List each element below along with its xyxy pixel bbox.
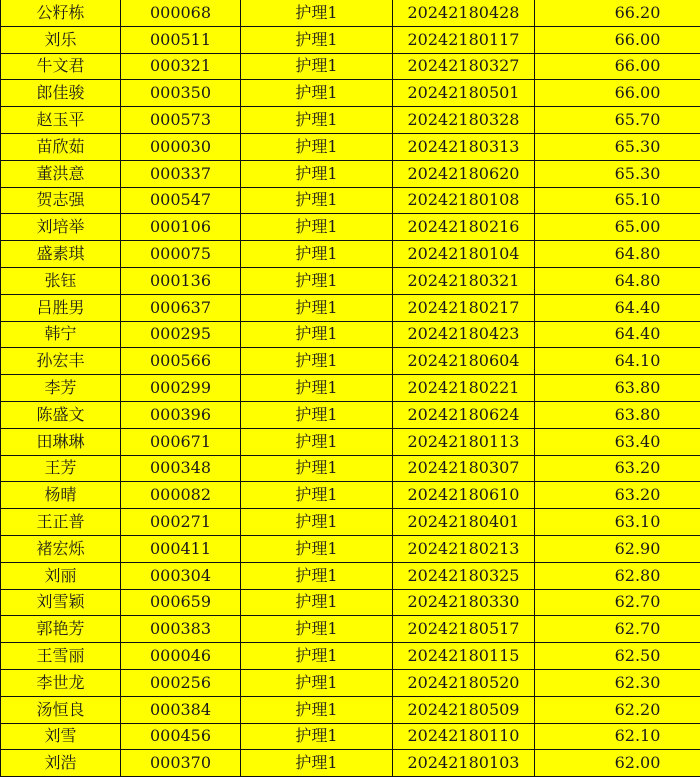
major-cell[interactable]: 护理1 bbox=[241, 321, 393, 348]
name-cell[interactable]: 汤恒良 bbox=[1, 696, 121, 723]
id-cell[interactable]: 000106 bbox=[121, 214, 241, 241]
table-row bbox=[1, 643, 700, 670]
name-cell[interactable]: 王雪丽 bbox=[1, 643, 121, 670]
number-cell[interactable]: 20242180307 bbox=[393, 455, 535, 482]
number-cell[interactable]: 20242180117 bbox=[393, 26, 535, 53]
score-cell[interactable]: 62.30 bbox=[535, 669, 700, 696]
name-cell[interactable]: 吕胜男 bbox=[1, 294, 121, 321]
table-row bbox=[1, 562, 700, 589]
table-row bbox=[1, 696, 700, 723]
score-cell[interactable]: 63.20 bbox=[535, 455, 700, 482]
id-cell[interactable]: 000511 bbox=[121, 26, 241, 53]
score-cell[interactable]: 62.20 bbox=[535, 696, 700, 723]
score-cell[interactable]: 64.10 bbox=[535, 348, 700, 375]
score-cell[interactable]: 65.30 bbox=[535, 133, 700, 160]
table-body bbox=[1, 0, 700, 777]
table-row bbox=[1, 455, 700, 482]
id-cell[interactable]: 000304 bbox=[121, 562, 241, 589]
number-cell[interactable]: 20242180103 bbox=[393, 750, 535, 777]
major-cell[interactable]: 护理1 bbox=[241, 294, 393, 321]
name-cell[interactable]: 郭艳芳 bbox=[1, 616, 121, 643]
major-cell[interactable]: 护理1 bbox=[241, 348, 393, 375]
id-cell[interactable]: 000384 bbox=[121, 696, 241, 723]
id-cell[interactable]: 000370 bbox=[121, 750, 241, 777]
major-cell[interactable]: 护理1 bbox=[241, 267, 393, 294]
table-row bbox=[1, 267, 700, 294]
major-cell[interactable]: 护理1 bbox=[241, 616, 393, 643]
number-cell[interactable]: 20242180501 bbox=[393, 80, 535, 107]
name-cell[interactable]: 贺志强 bbox=[1, 187, 121, 214]
number-cell[interactable]: 20242180321 bbox=[393, 267, 535, 294]
number-cell[interactable]: 20242180509 bbox=[393, 696, 535, 723]
table-row bbox=[1, 509, 700, 536]
score-cell[interactable]: 62.70 bbox=[535, 589, 700, 616]
score-cell[interactable]: 65.30 bbox=[535, 160, 700, 187]
number-cell[interactable]: 20242180213 bbox=[393, 535, 535, 562]
id-cell[interactable]: 000030 bbox=[121, 133, 241, 160]
id-cell[interactable]: 000082 bbox=[121, 482, 241, 509]
table-row bbox=[1, 80, 700, 107]
number-cell[interactable]: 20242180221 bbox=[393, 375, 535, 402]
major-cell[interactable]: 护理1 bbox=[241, 562, 393, 589]
number-cell[interactable]: 20242180104 bbox=[393, 241, 535, 268]
score-cell[interactable]: 66.00 bbox=[535, 26, 700, 53]
score-cell[interactable]: 65.00 bbox=[535, 214, 700, 241]
number-cell[interactable]: 20242180604 bbox=[393, 348, 535, 375]
name-cell[interactable]: 李世龙 bbox=[1, 669, 121, 696]
id-cell[interactable]: 000271 bbox=[121, 509, 241, 536]
name-cell[interactable]: 公籽栋 bbox=[1, 0, 121, 26]
id-cell[interactable]: 000383 bbox=[121, 616, 241, 643]
name-cell[interactable]: 陈盛文 bbox=[1, 401, 121, 428]
score-cell[interactable]: 62.00 bbox=[535, 750, 700, 777]
score-cell[interactable]: 66.00 bbox=[535, 80, 700, 107]
number-cell[interactable]: 20242180313 bbox=[393, 133, 535, 160]
id-cell[interactable]: 000299 bbox=[121, 375, 241, 402]
id-cell[interactable]: 000337 bbox=[121, 160, 241, 187]
number-cell[interactable]: 20242180520 bbox=[393, 669, 535, 696]
name-cell[interactable]: 田琳琳 bbox=[1, 428, 121, 455]
id-cell[interactable]: 000068 bbox=[121, 0, 241, 26]
major-cell[interactable]: 护理1 bbox=[241, 428, 393, 455]
id-cell[interactable]: 000256 bbox=[121, 669, 241, 696]
table-row bbox=[1, 535, 700, 562]
major-cell[interactable]: 护理1 bbox=[241, 187, 393, 214]
id-cell[interactable]: 000637 bbox=[121, 294, 241, 321]
major-cell[interactable]: 护理1 bbox=[241, 723, 393, 750]
table-row bbox=[1, 0, 700, 26]
id-cell[interactable]: 000136 bbox=[121, 267, 241, 294]
table-row bbox=[1, 133, 700, 160]
id-cell[interactable]: 000350 bbox=[121, 80, 241, 107]
id-cell[interactable]: 000573 bbox=[121, 107, 241, 134]
table-row bbox=[1, 321, 700, 348]
id-cell[interactable]: 000348 bbox=[121, 455, 241, 482]
major-cell[interactable]: 护理1 bbox=[241, 26, 393, 53]
major-cell[interactable]: 护理1 bbox=[241, 589, 393, 616]
number-cell[interactable]: 20242180110 bbox=[393, 723, 535, 750]
score-cell[interactable]: 63.80 bbox=[535, 375, 700, 402]
number-cell[interactable]: 20242180115 bbox=[393, 643, 535, 670]
id-cell[interactable]: 000295 bbox=[121, 321, 241, 348]
major-cell[interactable]: 护理1 bbox=[241, 133, 393, 160]
score-cell[interactable]: 62.80 bbox=[535, 562, 700, 589]
major-cell[interactable]: 护理1 bbox=[241, 80, 393, 107]
major-cell[interactable]: 护理1 bbox=[241, 696, 393, 723]
major-cell[interactable]: 护理1 bbox=[241, 669, 393, 696]
name-cell[interactable]: 李芳 bbox=[1, 375, 121, 402]
id-cell[interactable]: 000456 bbox=[121, 723, 241, 750]
table-row bbox=[1, 482, 700, 509]
table-row bbox=[1, 53, 700, 80]
major-cell[interactable]: 护理1 bbox=[241, 482, 393, 509]
score-cell[interactable]: 64.80 bbox=[535, 241, 700, 268]
name-cell[interactable]: 孙宏丰 bbox=[1, 348, 121, 375]
id-cell[interactable]: 000321 bbox=[121, 53, 241, 80]
name-cell[interactable]: 刘雪 bbox=[1, 723, 121, 750]
table-row bbox=[1, 187, 700, 214]
score-cell[interactable]: 63.80 bbox=[535, 401, 700, 428]
name-cell[interactable]: 郎佳骏 bbox=[1, 80, 121, 107]
id-cell[interactable]: 000659 bbox=[121, 589, 241, 616]
major-cell[interactable]: 护理1 bbox=[241, 535, 393, 562]
name-cell[interactable]: 王正普 bbox=[1, 509, 121, 536]
number-cell[interactable]: 20242180610 bbox=[393, 482, 535, 509]
major-cell[interactable]: 护理1 bbox=[241, 375, 393, 402]
major-cell[interactable]: 护理1 bbox=[241, 107, 393, 134]
table-row bbox=[1, 160, 700, 187]
name-cell[interactable]: 张钰 bbox=[1, 267, 121, 294]
number-cell[interactable]: 20242180325 bbox=[393, 562, 535, 589]
number-cell[interactable]: 20242180328 bbox=[393, 107, 535, 134]
table-row bbox=[1, 616, 700, 643]
number-cell[interactable]: 20242180113 bbox=[393, 428, 535, 455]
number-cell[interactable]: 20242180216 bbox=[393, 214, 535, 241]
number-cell[interactable]: 20242180217 bbox=[393, 294, 535, 321]
name-cell[interactable]: 刘雪颖 bbox=[1, 589, 121, 616]
name-cell[interactable]: 刘丽 bbox=[1, 562, 121, 589]
score-cell[interactable]: 62.50 bbox=[535, 643, 700, 670]
id-cell[interactable]: 000671 bbox=[121, 428, 241, 455]
name-cell[interactable]: 苗欣茹 bbox=[1, 133, 121, 160]
score-cell[interactable]: 64.80 bbox=[535, 267, 700, 294]
name-cell[interactable]: 盛素琪 bbox=[1, 241, 121, 268]
major-cell[interactable]: 护理1 bbox=[241, 160, 393, 187]
table-row bbox=[1, 428, 700, 455]
name-cell[interactable]: 褚宏烁 bbox=[1, 535, 121, 562]
id-cell[interactable]: 000075 bbox=[121, 241, 241, 268]
name-cell[interactable]: 赵玉平 bbox=[1, 107, 121, 134]
table-row bbox=[1, 589, 700, 616]
score-cell[interactable]: 62.90 bbox=[535, 535, 700, 562]
name-cell[interactable]: 王芳 bbox=[1, 455, 121, 482]
name-cell[interactable]: 韩宁 bbox=[1, 321, 121, 348]
score-cell[interactable]: 62.70 bbox=[535, 616, 700, 643]
number-cell[interactable]: 20242180401 bbox=[393, 509, 535, 536]
score-cell[interactable]: 63.20 bbox=[535, 482, 700, 509]
number-cell[interactable]: 20242180330 bbox=[393, 589, 535, 616]
name-cell[interactable]: 刘浩 bbox=[1, 750, 121, 777]
major-cell[interactable]: 护理1 bbox=[241, 509, 393, 536]
name-cell[interactable]: 刘乐 bbox=[1, 26, 121, 53]
id-cell[interactable]: 000046 bbox=[121, 643, 241, 670]
number-cell[interactable]: 20242180108 bbox=[393, 187, 535, 214]
number-cell[interactable]: 20242180620 bbox=[393, 160, 535, 187]
score-cell[interactable]: 63.40 bbox=[535, 428, 700, 455]
table-row bbox=[1, 723, 700, 750]
score-cell[interactable]: 66.00 bbox=[535, 53, 700, 80]
score-cell[interactable]: 63.10 bbox=[535, 509, 700, 536]
table-row bbox=[1, 241, 700, 268]
table-row bbox=[1, 348, 700, 375]
score-cell[interactable]: 66.20 bbox=[535, 0, 700, 26]
table-row bbox=[1, 107, 700, 134]
number-cell[interactable]: 20242180423 bbox=[393, 321, 535, 348]
table-row bbox=[1, 214, 700, 241]
major-cell[interactable]: 护理1 bbox=[241, 643, 393, 670]
major-cell[interactable]: 护理1 bbox=[241, 241, 393, 268]
score-cell[interactable]: 65.10 bbox=[535, 187, 700, 214]
score-cell[interactable]: 62.10 bbox=[535, 723, 700, 750]
name-cell[interactable]: 董洪意 bbox=[1, 160, 121, 187]
major-cell[interactable]: 护理1 bbox=[241, 455, 393, 482]
score-cell[interactable]: 64.40 bbox=[535, 294, 700, 321]
id-cell[interactable]: 000566 bbox=[121, 348, 241, 375]
number-cell[interactable]: 20242180517 bbox=[393, 616, 535, 643]
name-cell[interactable]: 杨晴 bbox=[1, 482, 121, 509]
name-cell[interactable]: 刘培举 bbox=[1, 214, 121, 241]
table-row bbox=[1, 750, 700, 777]
id-cell[interactable]: 000396 bbox=[121, 401, 241, 428]
score-cell[interactable]: 64.40 bbox=[535, 321, 700, 348]
table-row bbox=[1, 401, 700, 428]
major-cell[interactable]: 护理1 bbox=[241, 0, 393, 26]
table-row bbox=[1, 669, 700, 696]
score-cell[interactable]: 65.70 bbox=[535, 107, 700, 134]
number-cell[interactable]: 20242180624 bbox=[393, 401, 535, 428]
id-cell[interactable]: 000411 bbox=[121, 535, 241, 562]
table-row bbox=[1, 375, 700, 402]
number-cell[interactable]: 20242180327 bbox=[393, 53, 535, 80]
table-row bbox=[1, 26, 700, 53]
id-cell[interactable]: 000547 bbox=[121, 187, 241, 214]
major-cell[interactable]: 护理1 bbox=[241, 214, 393, 241]
major-cell[interactable]: 护理1 bbox=[241, 53, 393, 80]
major-cell[interactable]: 护理1 bbox=[241, 750, 393, 777]
name-cell[interactable]: 牛文君 bbox=[1, 53, 121, 80]
table-row bbox=[1, 294, 700, 321]
major-cell[interactable]: 护理1 bbox=[241, 401, 393, 428]
number-cell[interactable]: 20242180428 bbox=[393, 0, 535, 26]
